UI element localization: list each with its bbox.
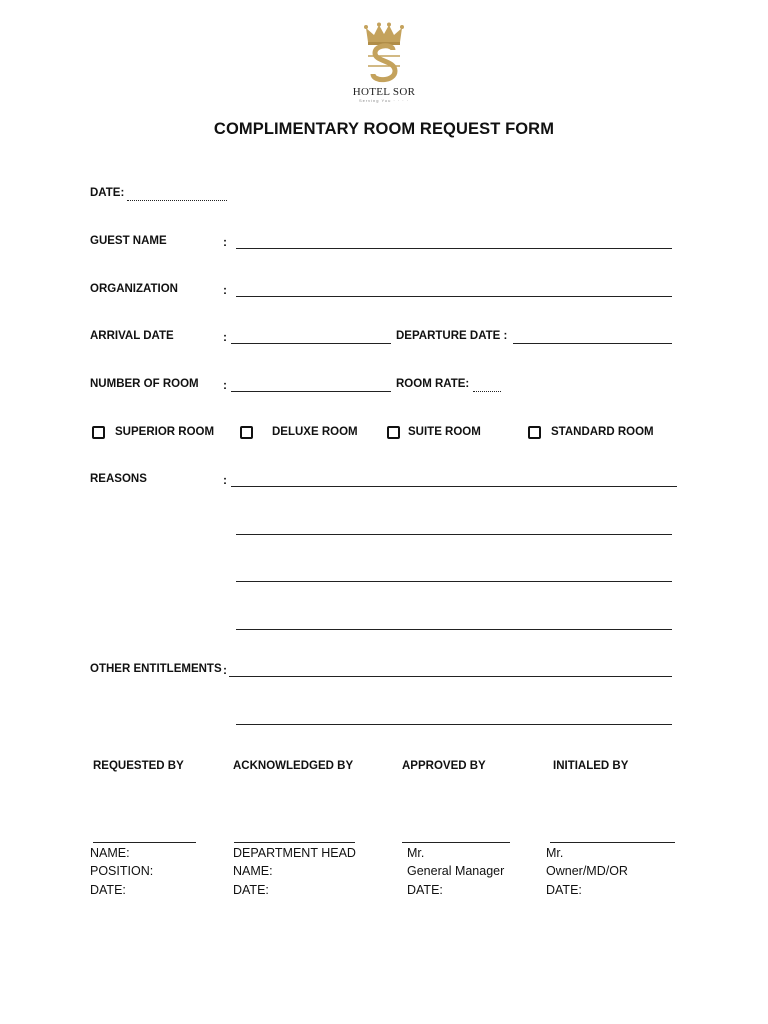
number-of-room-field[interactable] bbox=[231, 391, 391, 392]
crown-monogram-icon bbox=[362, 22, 406, 88]
organization-field[interactable] bbox=[236, 296, 672, 297]
initialed-by-date-label: DATE: bbox=[546, 883, 582, 897]
approved-by-date-label: DATE: bbox=[407, 883, 443, 897]
colon: : bbox=[223, 330, 227, 344]
initialed-by-honorific: Mr. bbox=[546, 846, 564, 860]
acknowledged-by-heading: ACKNOWLEDGED BY bbox=[233, 760, 354, 772]
colon: : bbox=[223, 235, 227, 249]
hotel-name: HOTEL SOR bbox=[352, 86, 416, 98]
departure-date-label: DEPARTURE DATE : bbox=[396, 330, 508, 342]
other-entitlements-label: OTHER ENTITLEMENTS bbox=[90, 663, 222, 675]
number-of-room-label: NUMBER OF ROOM bbox=[90, 378, 199, 390]
deluxe-room-label: DELUXE ROOM bbox=[272, 426, 358, 438]
hotel-logo bbox=[340, 22, 428, 112]
reasons-field-line-2[interactable] bbox=[236, 534, 672, 535]
initialed-by-heading: INITIALED BY bbox=[553, 760, 629, 772]
room-rate-label: ROOM RATE: bbox=[396, 378, 470, 390]
organization-label: ORGANIZATION bbox=[90, 283, 178, 295]
colon: : bbox=[223, 663, 227, 677]
superior-room-checkbox[interactable] bbox=[92, 426, 105, 439]
acknowledged-by-name-label: NAME: bbox=[233, 864, 273, 878]
requested-by-date-label: DATE: bbox=[90, 883, 126, 897]
room-rate-field[interactable] bbox=[473, 391, 501, 392]
guest-name-field[interactable] bbox=[236, 248, 672, 249]
suite-room-label: SUITE ROOM bbox=[408, 426, 481, 438]
other-entitlements-field-line-2[interactable] bbox=[236, 724, 672, 725]
other-entitlements-field-line-1[interactable] bbox=[229, 676, 672, 677]
approved-by-heading: APPROVED BY bbox=[402, 760, 486, 772]
colon: : bbox=[223, 378, 227, 392]
reasons-field-line-4[interactable] bbox=[236, 629, 672, 630]
arrival-date-label: ARRIVAL DATE bbox=[90, 330, 174, 342]
superior-room-label: SUPERIOR ROOM bbox=[115, 426, 215, 438]
acknowledged-by-signature-line[interactable] bbox=[234, 842, 355, 843]
date-label: DATE: bbox=[90, 187, 125, 199]
standard-room-checkbox[interactable] bbox=[528, 426, 541, 439]
standard-room-label: STANDARD ROOM bbox=[551, 426, 654, 438]
acknowledged-by-date-label: DATE: bbox=[233, 883, 269, 897]
hotel-tagline: Serving You · · · · bbox=[358, 98, 410, 103]
acknowledged-by-title: DEPARTMENT HEAD bbox=[233, 846, 356, 860]
approved-by-signature-line[interactable] bbox=[402, 842, 510, 843]
reasons-field-line-1[interactable] bbox=[231, 486, 677, 487]
requested-by-name-label: NAME: bbox=[90, 846, 130, 860]
arrival-date-field[interactable] bbox=[231, 343, 391, 344]
deluxe-room-checkbox[interactable] bbox=[240, 426, 253, 439]
reasons-field-line-3[interactable] bbox=[236, 581, 672, 582]
requested-by-signature-line[interactable] bbox=[93, 842, 196, 843]
colon: : bbox=[223, 473, 227, 487]
approved-by-honorific: Mr. bbox=[407, 846, 425, 860]
colon: : bbox=[223, 283, 227, 297]
reasons-label: REASONS bbox=[90, 473, 147, 485]
suite-room-checkbox[interactable] bbox=[387, 426, 400, 439]
requested-by-position-label: POSITION: bbox=[90, 864, 154, 878]
initialed-by-signature-line[interactable] bbox=[550, 842, 675, 843]
departure-date-field[interactable] bbox=[513, 343, 672, 344]
date-field[interactable] bbox=[127, 200, 227, 201]
approved-by-title: General Manager bbox=[407, 864, 505, 878]
guest-name-label: GUEST NAME bbox=[90, 235, 167, 247]
requested-by-heading: REQUESTED BY bbox=[93, 760, 184, 772]
form-title: COMPLIMENTARY ROOM REQUEST FORM bbox=[213, 120, 555, 138]
initialed-by-title: Owner/MD/OR bbox=[546, 864, 628, 878]
